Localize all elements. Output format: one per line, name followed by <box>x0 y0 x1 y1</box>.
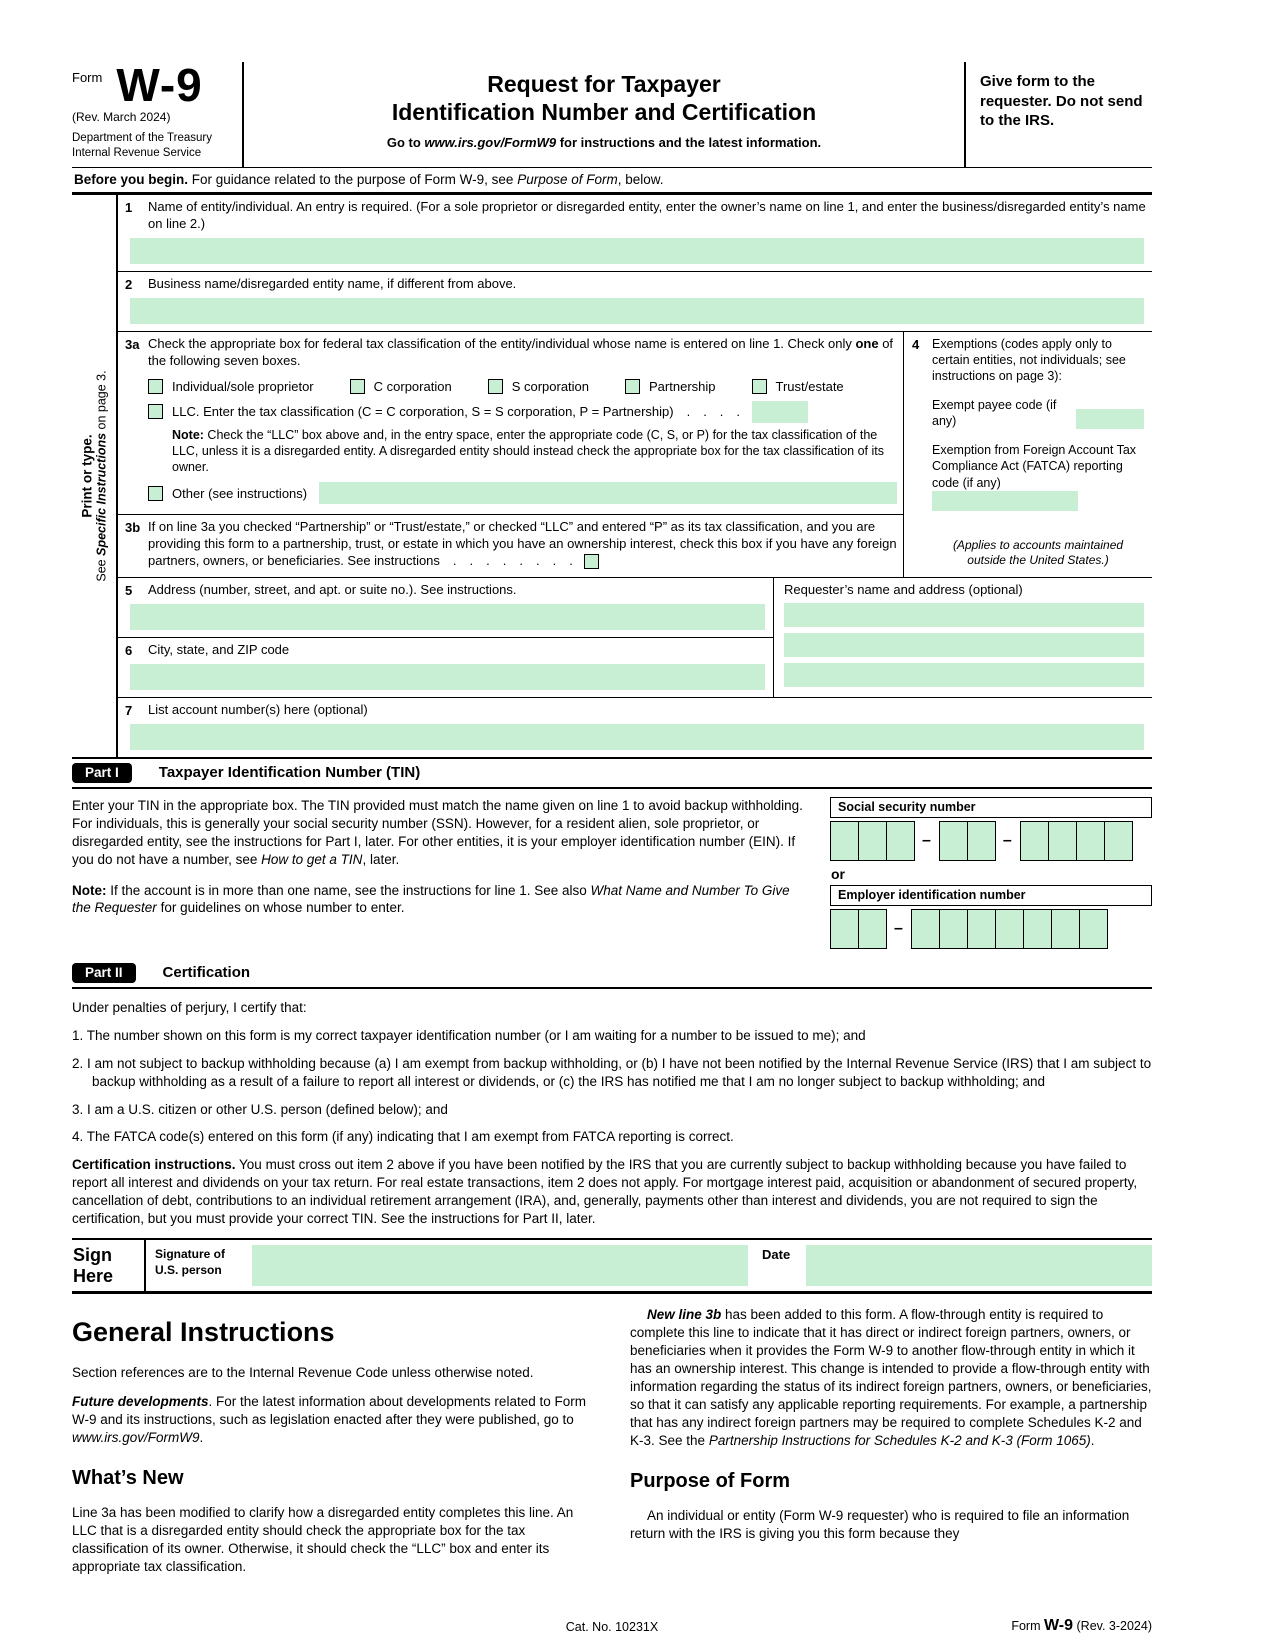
department-label: Department of the Treasury <box>72 132 212 145</box>
checkbox-foreign-partners[interactable] <box>584 554 599 569</box>
checkbox-c-corporation[interactable] <box>350 379 452 394</box>
certification-item-2: 2. I am not subject to backup withholding because (a) I am exempt from backup withholding, or (b) I have not been notified by the Internal Revenue Service (IRS) that I am subject to backup withholding as a result of a failure to report all interest or dividends, or (c) the IRS has notified me that I am no longer subject to backup withholding; and <box>72 1055 1152 1089</box>
ssn-digit-cell[interactable] <box>886 821 915 861</box>
line4-number: 4 <box>912 336 920 352</box>
footer-form-word: Form <box>1011 1619 1041 1634</box>
signature-input[interactable] <box>252 1245 748 1285</box>
ssn-label: Social security number <box>830 797 1152 818</box>
form-revision: (Rev. March 2024) <box>72 109 171 124</box>
specific-instructions-label: See Specific Instructions on page 3. <box>94 370 109 582</box>
checkbox-trust-estate[interactable] <box>752 379 844 394</box>
form-title-line2: Identification Number and Certification <box>391 99 817 126</box>
ssn-digit-cell[interactable] <box>1104 821 1133 861</box>
ssn-digit-cell[interactable] <box>1048 821 1077 861</box>
form-title-line1: Request for Taxpayer <box>487 71 721 97</box>
instructions-section <box>72 1294 1152 1588</box>
or-label: or <box>831 865 845 882</box>
line7-account-numbers-input[interactable] <box>130 724 1144 750</box>
requester-name-address-input-2[interactable] <box>784 633 1144 657</box>
line7-row <box>118 698 1152 757</box>
ein-digit-cell[interactable] <box>911 909 940 949</box>
fatca-label: Exemption from Foreign Account Tax Compliance Act (FATCA) reporting code (if any) <box>932 443 1137 490</box>
part1-note: Note: If the account is in more than one name, see the instructions for line 1. See also What Name and Number To Give the Requester for guidelines on whose number to enter. <box>72 882 790 916</box>
line1-name-input[interactable] <box>130 238 1144 264</box>
line4-label: Exemptions (codes apply only to certain entities, not individuals; see instructions on page 3): <box>932 336 1126 384</box>
exempt-payee-row <box>932 397 1144 430</box>
checkbox-box-icon[interactable] <box>625 379 640 394</box>
ein-label: Employer identification number <box>830 885 1152 906</box>
new-line-3b-paragraph: New line 3b has been added to this form. A flow-through entity is required to complete this line to indicate that it has direct or indirect foreign partners, owners, or beneficiaries when it provides the Form W-9 to another flow-through entity in which it has an ownership interest. This change is intended to provide a flow-through entity with information regarding the status of its indirect foreign partners, owners, or beneficiaries, so that it can satisfy any applicable reporting requirements. For example, a partnership that has any indirect foreign partners may be required to complete Schedules K-2 and K-3. See the Partnership Instructions for Schedules K-2 and K-3 (Form 1065). <box>630 1306 1152 1449</box>
date-input[interactable] <box>806 1245 1152 1285</box>
certification-item-1: 1. The number shown on this form is my correct taxpayer identification number (or I am waiting for a number to be issued to me); and <box>72 1027 866 1043</box>
purpose-of-form-title: Purpose of Form <box>630 1470 791 1493</box>
ssn-digit-cell[interactable] <box>939 821 968 861</box>
footer-form-number: W-9 <box>1044 1617 1074 1635</box>
line6-city-state-zip-input[interactable] <box>130 664 765 690</box>
ssn-digit-cell[interactable] <box>1076 821 1105 861</box>
part1-content <box>72 789 1152 959</box>
ein-digit-cell[interactable] <box>1079 909 1108 949</box>
here-word: Here <box>73 1265 114 1286</box>
line2-label: Business name/disregarded entity name, if different from above. <box>148 275 517 291</box>
form-fields-table <box>72 195 1152 759</box>
ein-digit-cell[interactable] <box>939 909 968 949</box>
form-header <box>72 59 1152 168</box>
sign-word: Sign <box>73 1245 112 1266</box>
ssn-input <box>830 821 1152 861</box>
requester-label: Requester’s name and address (optional) <box>784 582 1023 598</box>
part2-title: Certification <box>162 964 251 982</box>
ein-input <box>830 909 1152 949</box>
form-word: Form <box>72 70 103 85</box>
certification-intro: Under penalties of perjury, I certify that: <box>72 999 307 1015</box>
line4-exemptions-column <box>903 332 1152 577</box>
llc-tax-classification-input[interactable] <box>752 401 808 423</box>
line6-number: 6 <box>125 642 133 658</box>
purpose-of-form-paragraph: An individual or entity (Form W-9 requester) who is required to file an information return with the IRS is giving you this form because they <box>630 1508 1130 1542</box>
line7-label: List account number(s) here (optional) <box>148 701 368 717</box>
requester-name-address-input-3[interactable] <box>784 663 1144 687</box>
certification-item-3: 3. I am a U.S. citizen or other U.S. person (defined below); and <box>72 1101 448 1117</box>
fatca-block <box>932 442 1144 511</box>
other-label: Other (see instructions) <box>172 485 308 501</box>
line1-row <box>118 195 1152 272</box>
exempt-payee-label: Exempt payee code (if any) <box>932 397 1057 428</box>
catalog-number: Cat. No. 10231X <box>565 1620 659 1635</box>
line5-number: 5 <box>125 583 133 599</box>
whats-new-title: What’s New <box>72 1467 184 1490</box>
other-row <box>148 482 897 504</box>
form-goto-line: Go to www.irs.gov/FormW9 for instructions and the latest information. <box>386 135 822 151</box>
line2-number: 2 <box>125 276 133 292</box>
form-title-block <box>244 62 966 167</box>
general-instructions-title: General Instructions <box>72 1316 335 1347</box>
line3b-number: 3b <box>125 520 141 536</box>
line1-label: Name of entity/individual. An entry is required. (For a sole proprietor or disregarded entity, enter the owner’s name on line 1, and enter the business/disregarded entity’s name on line 2.) <box>148 199 1146 232</box>
line1-number: 1 <box>125 200 133 216</box>
section-references-paragraph: Section references are to the Internal Revenue Code unless otherwise noted. <box>72 1364 534 1380</box>
requester-name-address-input-1[interactable] <box>784 603 1144 627</box>
part2-header <box>72 959 1152 989</box>
ein-digit-cell[interactable] <box>1023 909 1052 949</box>
print-or-type-sidebar <box>72 195 116 757</box>
other-classification-input[interactable] <box>319 482 897 504</box>
applies-note: (Applies to accounts maintained outside the United States.) <box>952 537 1124 568</box>
form-identity-block <box>72 59 244 167</box>
ein-digit-cell[interactable] <box>830 909 859 949</box>
checkbox-label: S corporation <box>511 378 590 394</box>
checkbox-llc[interactable] <box>148 404 163 419</box>
certification-instructions: Certification instructions. You must cross out item 2 above if you have been notified by the IRS that you are currently subject to backup withholding because you have failed to report all interest and dividends on your tax return. For real estate transactions, item 2 does not apply. For mortgage interest paid, acquisition or abandonment of secured property, cancellation of debt, contributions to an individual retirement arrangement (IRA), and, generally, payments other than interest and dividends, you are not required to sign the certification, but you must provide your correct TIN. See the instructions for Part II, later. <box>72 1157 1138 1227</box>
checkbox-label: Partnership <box>649 378 716 394</box>
line3b-text: If on line 3a you checked “Partnership” or “Trust/estate,” or checked “LLC” and entered “P” as its tax classification, and you are providing this form to a partnership, trust, or estate in which you have an ownership interest, check this box if you have any foreign partners, owners, or beneficiaries. See instructions . . . . . . . . <box>148 519 897 569</box>
part1-paragraph: Enter your TIN in the appropriate box. The TIN provided must match the name given on line 1 to avoid backup withholding. For individuals, this is generally your social security number (SSN). However, for a resident alien, sole proprietor, or disregarded entity, see the instructions for Part I, later. For other entities, it is your employer identification number (EIN). If you do not have a number, see How to get a TIN, later. <box>72 797 803 867</box>
signature-label: Signature of U.S. person <box>155 1247 226 1277</box>
line6-label: City, state, and ZIP code <box>148 641 290 657</box>
print-or-type-label: Print or type. <box>79 434 95 518</box>
part2-badge: Part II <box>72 963 136 983</box>
before-you-begin-note: Before you begin. For guidance related to the purpose of Form W-9, see Purpose of Form, below. <box>72 168 1152 195</box>
future-developments-paragraph: Future developments. For the latest information about developments related to Form W-9 and its instructions, such as legislation enacted after they were published, go to www.irs.gov/FormW9. <box>72 1393 586 1446</box>
llc-label: LLC. Enter the tax classification (C = C corporation, S = S corporation, P = Partnership) . . . . <box>172 404 741 420</box>
line3a-number: 3a <box>125 336 140 352</box>
date-label: Date <box>762 1247 791 1263</box>
ssn-digit-cell[interactable] <box>830 821 859 861</box>
exempt-payee-code-input[interactable] <box>1076 409 1144 429</box>
part1-badge: Part I <box>72 763 132 783</box>
part1-header <box>72 759 1152 789</box>
checkbox-box-icon[interactable] <box>350 379 365 394</box>
part2-content <box>72 989 1152 1239</box>
ssn-digit-cell[interactable] <box>1020 821 1049 861</box>
page-footer <box>72 1617 1152 1639</box>
checkbox-partnership[interactable] <box>625 379 715 394</box>
line5-address-input[interactable] <box>130 604 765 630</box>
line5-line6-group <box>118 578 1152 698</box>
line7-number: 7 <box>125 702 133 718</box>
tin-entry-column <box>830 797 1152 949</box>
instructions-right-column <box>630 1306 1152 1588</box>
checkbox-individual-sole-proprietor[interactable] <box>148 379 314 394</box>
agency-label: Internal Revenue Service <box>72 147 202 160</box>
line3-line4-group <box>118 332 1152 578</box>
line3b-row <box>118 515 903 577</box>
checkbox-other[interactable] <box>148 486 163 501</box>
checkbox-s-corporation[interactable] <box>488 379 589 394</box>
fatca-code-input[interactable] <box>932 491 1078 511</box>
sign-here-label <box>72 1240 144 1290</box>
ssn-digit-cell[interactable] <box>858 821 887 861</box>
dash-separator: – <box>894 919 903 937</box>
form-number: W-9 <box>116 59 203 111</box>
line5-row <box>118 578 773 638</box>
requester-column <box>773 578 1152 697</box>
line2-row <box>118 272 1152 332</box>
part1-title: Taxpayer Identification Number (TIN) <box>158 764 421 782</box>
line5-label: Address (number, street, and apt. or suite no.). See instructions. <box>148 582 517 598</box>
classification-checkbox-row <box>148 379 897 394</box>
checkbox-label: Trust/estate <box>775 378 844 394</box>
line6-row <box>118 638 773 697</box>
certification-item-4: 4. The FATCA code(s) entered on this form (if any) indicating that I am exempt from FATCA reporting is correct. <box>72 1129 734 1145</box>
line2-business-name-input[interactable] <box>130 298 1144 324</box>
ssn-digit-cell[interactable] <box>967 821 996 861</box>
ein-digit-cell[interactable] <box>858 909 887 949</box>
ein-digit-cell[interactable] <box>995 909 1024 949</box>
checkbox-box-icon[interactable] <box>752 379 767 394</box>
dash-separator: – <box>922 831 931 849</box>
ein-digit-cell[interactable] <box>967 909 996 949</box>
line3a-row <box>118 332 903 516</box>
checkbox-label: Individual/sole proprietor <box>172 378 314 394</box>
whats-new-paragraph: Line 3a has been modified to clarify how a disregarded entity completes this line. An LLC that is a disregarded entity should check the appropriate box for the tax classification of its owner. Otherwise, it should check the “LLC” box and enter its appropriate tax classification. <box>72 1504 574 1575</box>
ein-digit-cell[interactable] <box>1051 909 1080 949</box>
line3b-label <box>148 519 897 570</box>
footer-form-id <box>1011 1617 1152 1635</box>
sign-here-section <box>72 1238 1152 1293</box>
llc-note: Note: Check the “LLC” box above and, in the entry space, enter the appropriate code (C, S, or P) for the tax classification of the LLC, unless it is a disregarded entity. A disregarded entity should instead check the appropriate box for the tax classification of its owner. <box>172 427 884 475</box>
give-form-notice: Give form to the requester. Do not send to the IRS. <box>980 73 1143 129</box>
checkbox-box-icon[interactable] <box>488 379 503 394</box>
instructions-left-column <box>72 1306 594 1588</box>
checkbox-label: C corporation <box>373 378 452 394</box>
dash-separator: – <box>1002 831 1012 849</box>
footer-form-revision: (Rev. 3-2024) <box>1076 1619 1152 1634</box>
checkbox-box-icon[interactable] <box>148 379 163 394</box>
line3a-label: Check the appropriate box for federal tax classification of the entity/individual whose name is entered on line 1. Check only one of the following seven boxes. <box>148 335 894 368</box>
llc-row <box>148 401 897 423</box>
